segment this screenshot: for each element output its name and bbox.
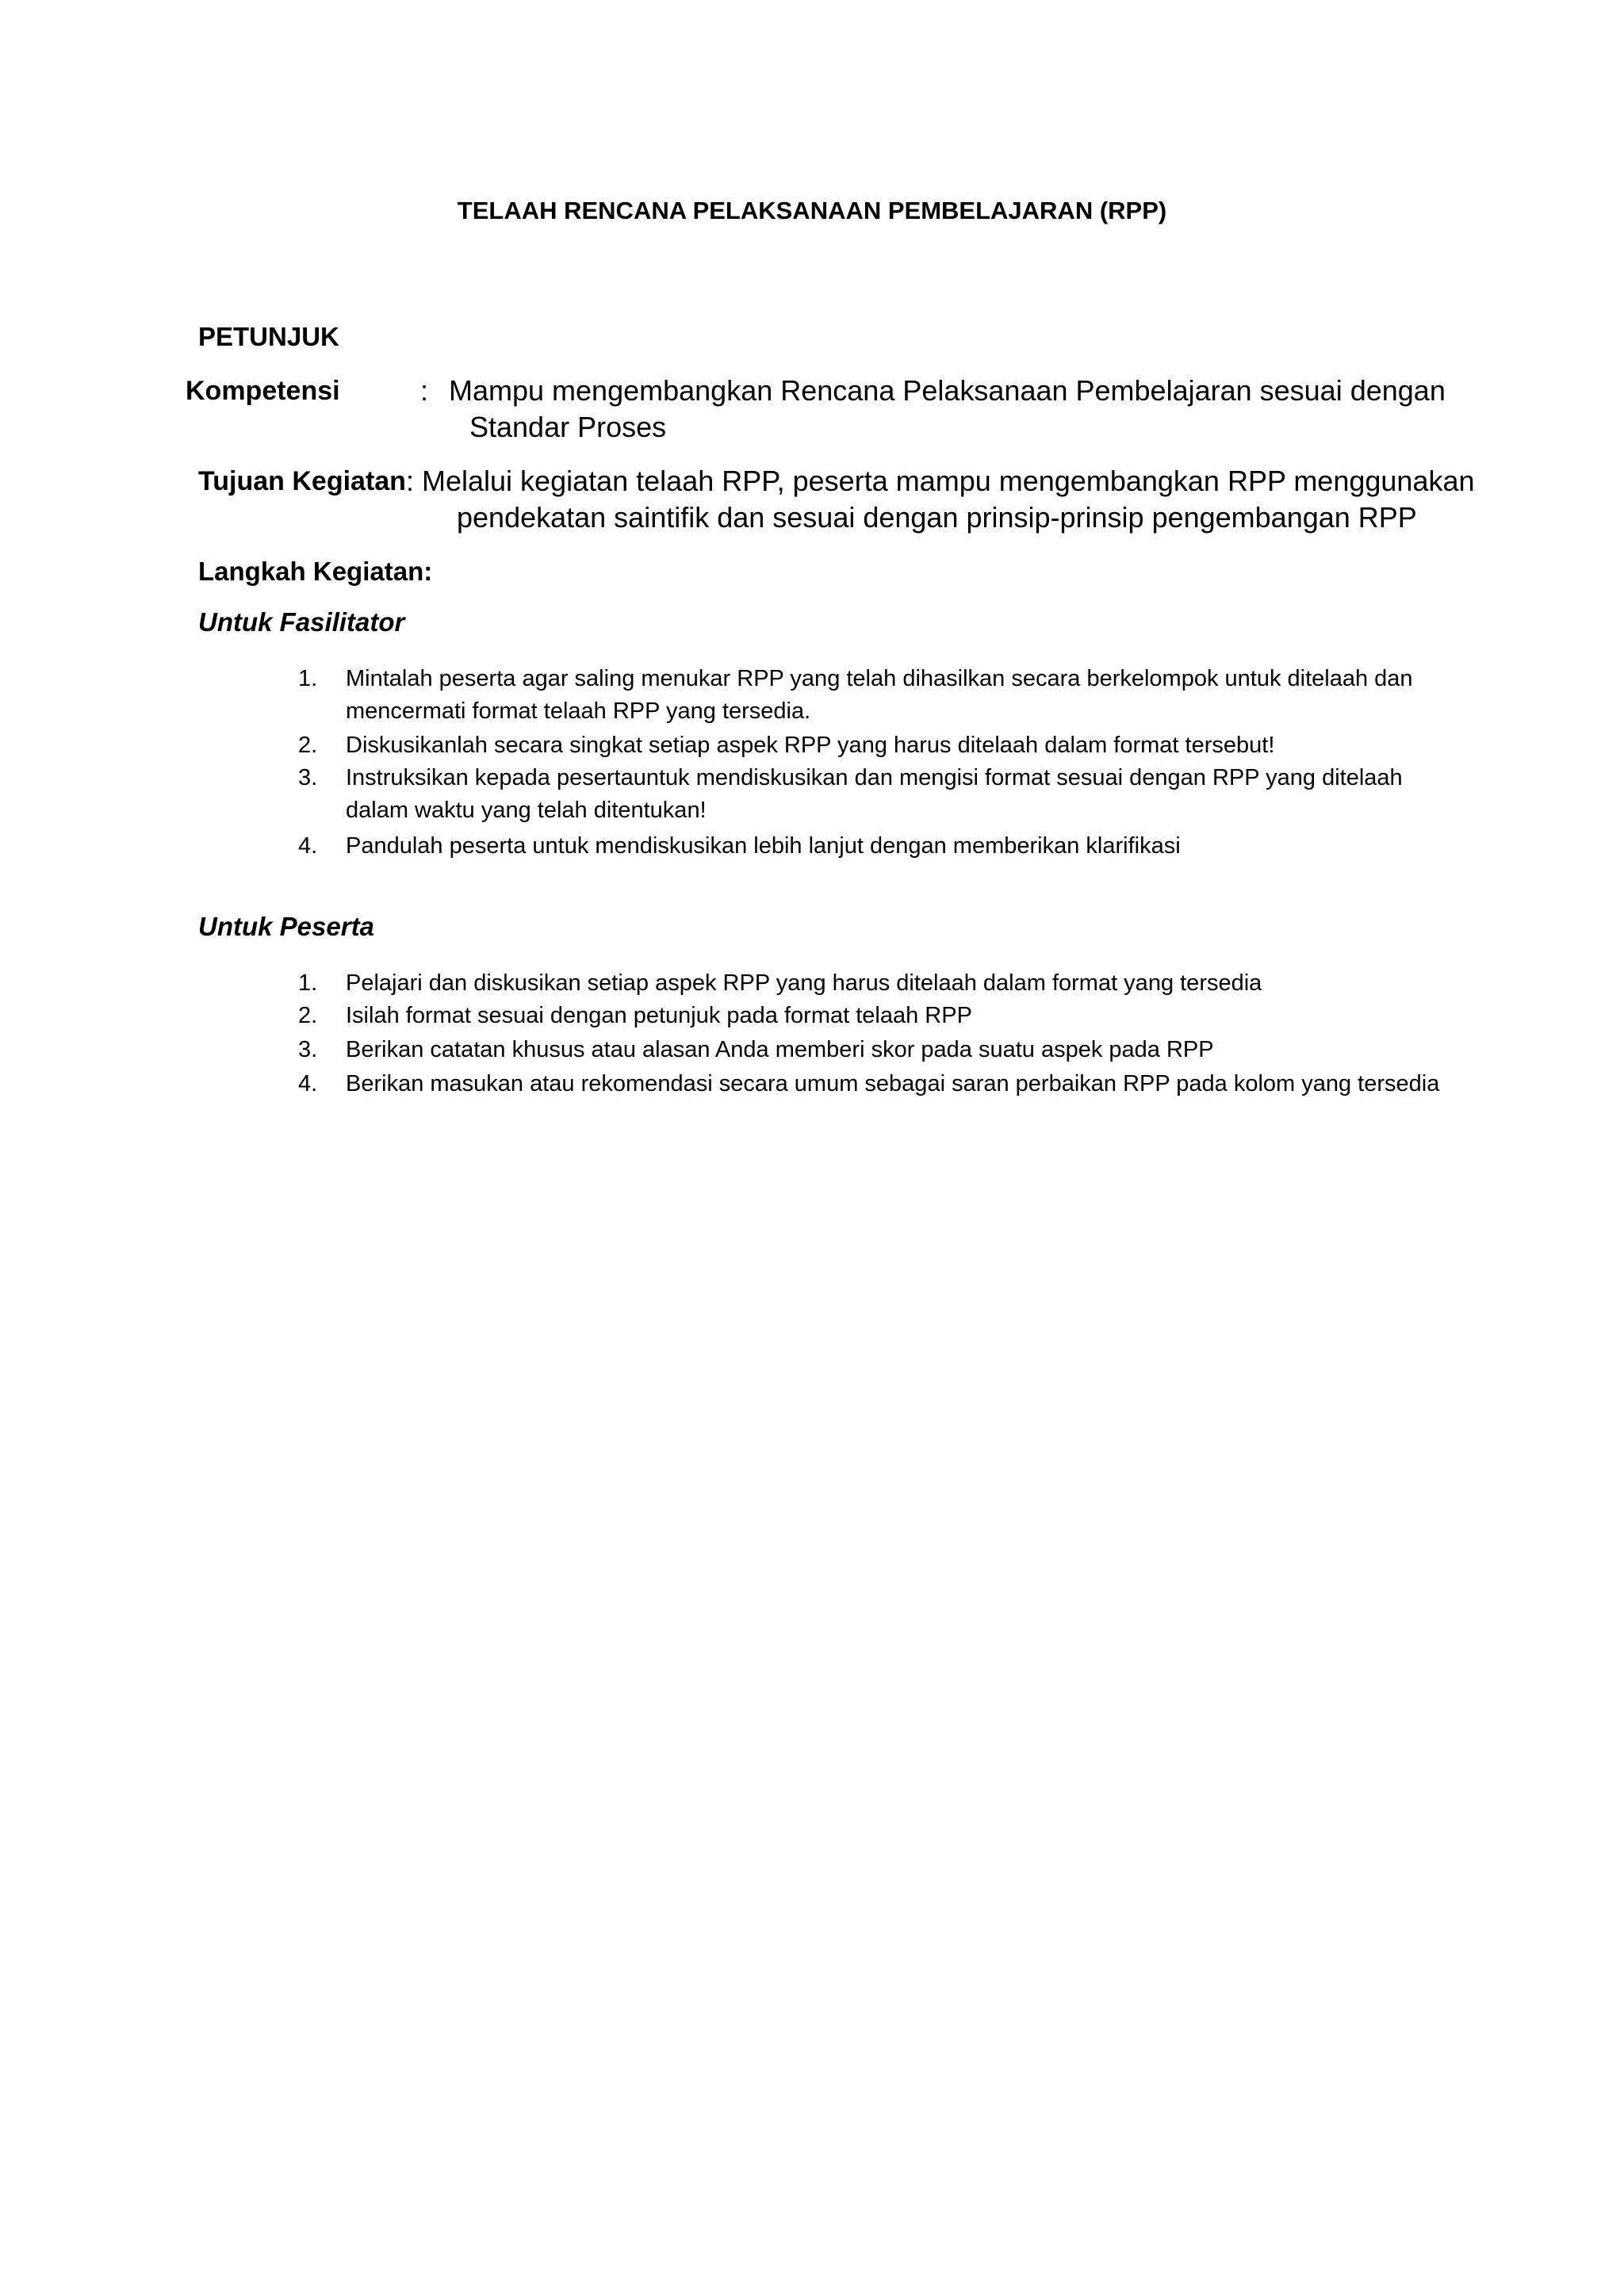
list-item	[298, 729, 1440, 762]
list-text: Berikan masukan atau rekomendasi secara umum sebagai saran perbaikan RPP pada kolom yang tersedia	[346, 1071, 1440, 1096]
list-number: 4.	[298, 833, 318, 859]
langkah-heading: Langkah Kegiatan:	[198, 557, 433, 586]
list-number: 2.	[298, 733, 318, 758]
kompetensi-label: Kompetensi	[186, 376, 340, 406]
list-text: Diskusikanlah secara singkat setiap aspek RPP yang harus ditelaah dalam format tersebut!	[346, 733, 1275, 758]
tujuan-text-line2: pendekatan saintifik dan sesuai dengan prinsip-prinsip pengembangan RPP	[457, 501, 1417, 534]
list-item	[298, 1000, 1440, 1032]
fasilitator-heading: Untuk Fasilitator	[198, 607, 405, 637]
list-text: Pandulah peserta untuk mendiskusikan lebih lanjut dengan memberikan klarifikasi	[346, 833, 1181, 859]
list-item	[298, 663, 1440, 728]
petunjuk-heading: PETUNJUK	[198, 322, 339, 351]
tujuan-label: Tujuan Kegiatan	[198, 466, 406, 496]
list-number: 3.	[298, 1037, 318, 1062]
list-text: Berikan catatan khusus atau alasan Anda memberi skor pada suatu aspek pada RPP	[346, 1037, 1214, 1062]
list-number: 4.	[298, 1071, 318, 1096]
document-title: TELAAH RENCANA PELAKSANAAN PEMBELAJARAN (RPP)	[457, 197, 1167, 224]
list-number: 3.	[298, 765, 318, 790]
list-text: Pelajari dan diskusikan setiap aspek RPP yang harus ditelaah dalam format yang tersedia	[346, 970, 1262, 996]
list-item	[298, 762, 1440, 827]
list-text: Mintalah peserta agar saling menukar RPP yang telah dihasilkan secara berkelompok untuk ditelaah dan mencermati format telaah RPP yang tersedia.	[346, 666, 1413, 724]
list-text: Instruksikan kepada pesertauntuk mendiskusikan dan mengisi format sesuai dengan RPP yang ditelaah dalam waktu yang telah ditentukan!	[346, 765, 1403, 823]
kompetensi-text-line1: Mampu mengembangkan Rencana Pelaksanaan Pembelajaran sesuai dengan	[449, 374, 1446, 407]
peserta-heading: Untuk Peserta	[198, 912, 374, 941]
tujuan-text-line1: : Melalui kegiatan telaah RPP, peserta mampu mengembangkan RPP menggunakan	[406, 465, 1475, 497]
list-text: Isilah format sesuai dengan petunjuk pada format telaah RPP	[346, 1003, 972, 1028]
kompetensi-text-line2: Standar Proses	[469, 411, 667, 443]
list-item	[298, 1034, 1440, 1066]
kompetensi-colon: :	[420, 374, 429, 407]
peserta-list	[298, 967, 1440, 1100]
list-number: 1.	[298, 970, 318, 996]
list-item	[298, 1068, 1440, 1100]
list-number: 2.	[298, 1003, 318, 1028]
list-item	[298, 830, 1440, 863]
fasilitator-list	[298, 663, 1440, 863]
list-number: 1.	[298, 666, 318, 691]
list-item	[298, 967, 1440, 1000]
